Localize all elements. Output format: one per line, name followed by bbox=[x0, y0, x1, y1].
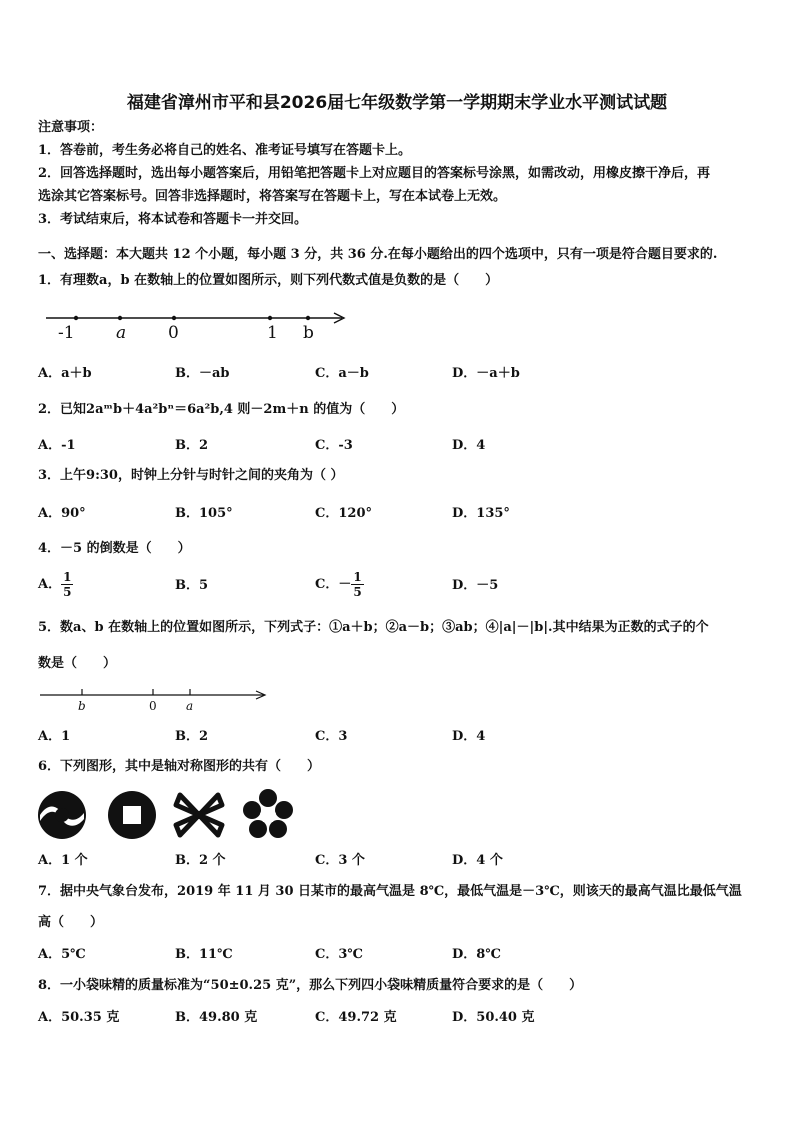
q5-option-a: A．1 bbox=[38, 729, 71, 744]
q6-option-b: B．2 个 bbox=[175, 853, 226, 868]
q2-option-a: A．-1 bbox=[38, 438, 76, 453]
question-1-number-line bbox=[42, 306, 362, 346]
q5-option-d: D．4 bbox=[452, 729, 486, 744]
q5-option-b: B．2 bbox=[175, 729, 209, 744]
section-heading: 一、选择题：本大题共 12 个小题，每小题 3 分，共 36 分.在每小题给出的四个选项中，只有一项是符合题目要求的. bbox=[38, 247, 718, 262]
q3-option-c: C．120° bbox=[315, 506, 372, 521]
notice-item-2: 2．回答选择题时，选出每小题答案后，用铅笔把答题卡上对应题目的答案标号涂黑，如需改动，用橡皮擦干净后，再 bbox=[38, 166, 711, 181]
q3-option-b: B．105° bbox=[175, 506, 233, 521]
question-2-stem: 2．已知2aᵐb＋4a²bⁿ＝6a²b,4 则－2m＋n 的值为（ ） bbox=[38, 402, 405, 417]
q7-option-d: D．8℃ bbox=[452, 947, 501, 962]
question-5-stem-cont: 数是（ ） bbox=[38, 656, 117, 671]
question-7-stem: 7．据中央气象台发布，2019 年 11 月 30 日某市的最高气温是 8℃，最低气温是－3℃，则该天的最高气温比最低气温 bbox=[38, 884, 742, 899]
q8-option-b: B．49.80 克 bbox=[175, 1010, 258, 1025]
q4-option-a-numerator: 1 bbox=[63, 570, 72, 584]
q1-option-c: C．a－b bbox=[315, 366, 369, 381]
notice-item-2-cont: 选涂其它答案标号。回答非选择题时，将答案写在答题卡上，写在本试卷上无效。 bbox=[38, 189, 507, 204]
q5-axis-label-0: 0 bbox=[149, 699, 157, 713]
q2-option-c: C．-3 bbox=[315, 438, 353, 453]
q6-option-c: C．3 个 bbox=[315, 853, 365, 868]
figure-knot-flower bbox=[172, 789, 226, 841]
q4-option-a-denominator: 5 bbox=[63, 585, 72, 599]
q2-option-b: B．2 bbox=[175, 438, 209, 453]
q4-option-b: B．5 bbox=[175, 578, 209, 593]
notice-item-3: 3．考试结束后，将本试卷和答题卡一并交回。 bbox=[38, 212, 308, 227]
q4-option-a-label: A． bbox=[38, 577, 62, 592]
q5-axis-label-a: a bbox=[186, 699, 194, 713]
question-8-stem: 8．一小袋味精的质量标准为“50±0.25 克”，那么下列四小袋味精质量符合要求的是（ ） bbox=[38, 978, 583, 993]
q4-option-a bbox=[38, 570, 73, 599]
question-5-number-line bbox=[38, 686, 278, 716]
q1-option-a: A．a＋b bbox=[38, 366, 92, 381]
q7-option-c: C．3℃ bbox=[315, 947, 363, 962]
q8-option-d: D．50.40 克 bbox=[452, 1010, 535, 1025]
q4-option-c-fraction bbox=[351, 570, 363, 599]
q5-axis-label-b: b bbox=[78, 699, 86, 713]
question-4-stem: 4．－5 的倒数是（ ） bbox=[38, 541, 191, 556]
question-6-stem: 6．下列图形，其中是轴对称图形的共有（ ） bbox=[38, 759, 321, 774]
q4-option-c bbox=[315, 570, 364, 599]
question-5-stem: 5．数a、b 在数轴上的位置如图所示，下列式子：①a＋b；②a－b；③ab；④|a|－|b|.其中结果为正数的式子的个 bbox=[38, 620, 709, 635]
q5-option-c: C．3 bbox=[315, 729, 348, 744]
q1-axis-label-neg1: -1 bbox=[58, 323, 75, 343]
q4-option-c-numerator: 1 bbox=[353, 570, 362, 584]
notice-item-1: 1．答卷前，考生务必将自己的姓名、准考证号填写在答题卡上。 bbox=[38, 143, 412, 158]
question-7-stem-cont: 高（ ） bbox=[38, 915, 104, 930]
q8-option-c: C．49.72 克 bbox=[315, 1010, 397, 1025]
notice-heading: 注意事项： bbox=[38, 120, 104, 135]
q1-option-b: B．－ab bbox=[175, 366, 230, 381]
q8-option-a: A．50.35 克 bbox=[38, 1010, 120, 1025]
q1-axis-label-b: b bbox=[303, 323, 314, 343]
q1-axis-label-a: a bbox=[116, 323, 127, 343]
q3-option-a: A．90° bbox=[38, 506, 86, 521]
q2-option-d: D．4 bbox=[452, 438, 486, 453]
q4-option-d: D．－5 bbox=[452, 578, 499, 593]
figure-coin-square bbox=[106, 789, 158, 841]
q4-option-c-label: C．－ bbox=[315, 577, 352, 592]
q1-axis-label-0: 0 bbox=[168, 323, 179, 343]
q1-axis-label-1: 1 bbox=[267, 323, 278, 343]
figure-pentagon-flower bbox=[242, 789, 294, 841]
q7-option-a: A．5℃ bbox=[38, 947, 86, 962]
q7-option-b: B．11℃ bbox=[175, 947, 233, 962]
question-1-stem: 1．有理数a，b 在数轴上的位置如图所示，则下列代数式值是负数的是（ ） bbox=[38, 273, 499, 288]
page-title: 福建省漳州市平和县2026届七年级数学第一学期期末学业水平测试试题 bbox=[126, 93, 668, 113]
q4-option-c-denominator: 5 bbox=[353, 585, 362, 599]
q6-option-a: A．1 个 bbox=[38, 853, 88, 868]
question-3-stem: 3．上午9:30，时钟上分针与时针之间的夹角为（ ） bbox=[38, 468, 344, 483]
q6-option-d: D．4 个 bbox=[452, 853, 503, 868]
q3-option-d: D．135° bbox=[452, 506, 510, 521]
figure-swirl-circle bbox=[36, 789, 88, 841]
q4-option-a-fraction bbox=[61, 570, 73, 599]
q1-option-d: D．－a＋b bbox=[452, 366, 520, 381]
